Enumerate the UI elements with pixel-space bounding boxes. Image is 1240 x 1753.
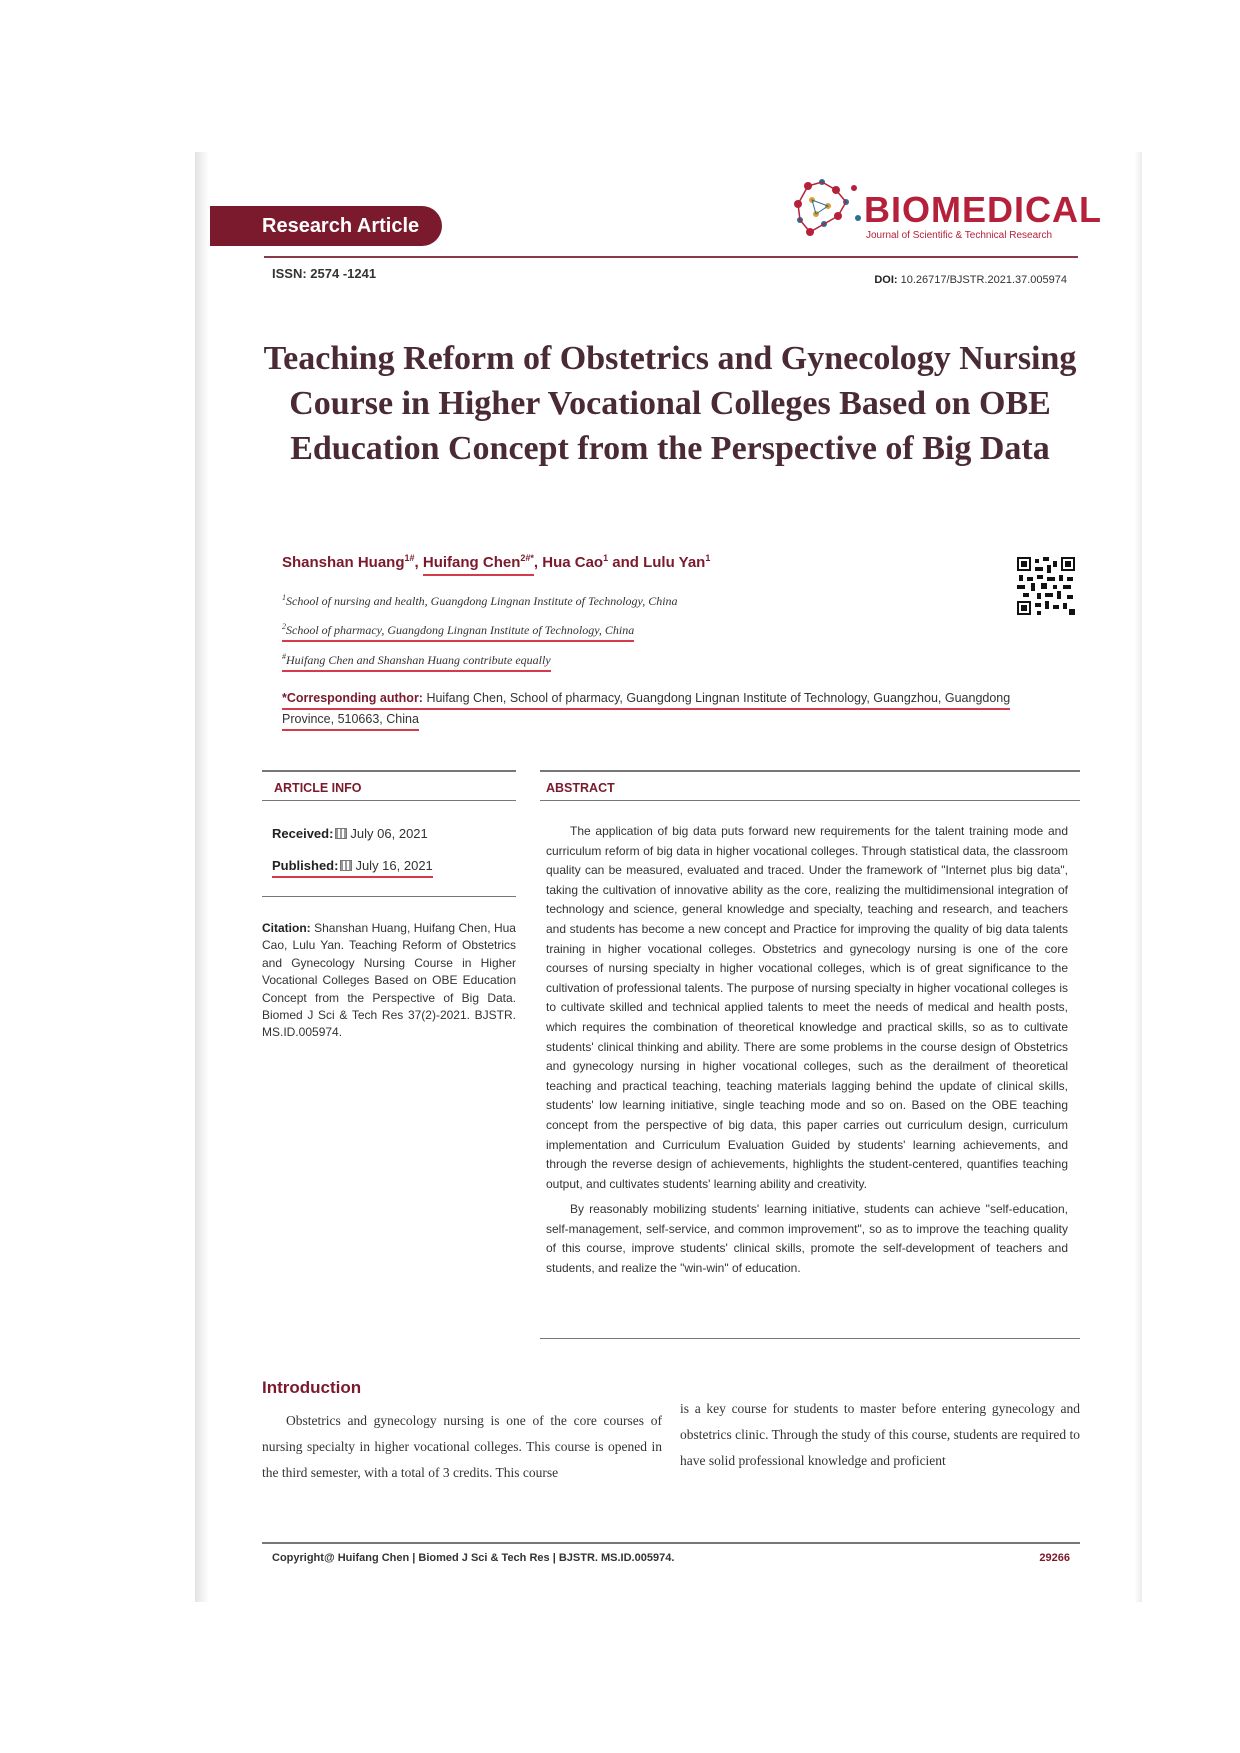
abstract-end-rule: [540, 1338, 1080, 1339]
introduction-column-right: is a key course for students to master before entering gynecology and obstetrics clinic. Through the study of this course, students are required to have solid professional knowledge and proficient: [680, 1401, 1080, 1468]
corresponding-text-cont: Province, 510663, China: [282, 712, 419, 731]
abstract-body: [546, 822, 1068, 1279]
issn: ISSN: 2574 -1241: [272, 266, 377, 281]
author-name[interactable]: Lulu Yan: [643, 554, 706, 571]
article-info-subrule: [262, 800, 516, 801]
page-edge-left: [195, 152, 209, 1602]
author-conjunction: and: [612, 554, 639, 571]
article-type-ribbon: Research Article: [210, 206, 442, 246]
author-name[interactable]: Hua Cao: [542, 554, 604, 571]
introduction-heading: Introduction: [262, 1378, 362, 1397]
affiliation: $^2$School of pharmacy, Guangdong Lingnan Institute of Technology, China: [282, 622, 634, 638]
copyright-line: Copyright@ Huifang Chen | Biomed J Sci & Tech Res | BJSTR. MS.ID.005974.: [272, 1552, 675, 1564]
author-list: Shanshan Huang$^{1\#}$, Huifang Chen$^{2\#*}$, Hua Cao$^1$ and Lulu Yan$^1$: [282, 553, 710, 571]
journal-logo-subtitle: Journal of Scientific & Technical Research: [866, 230, 1053, 241]
article-info-rule: [262, 770, 516, 772]
author-sup: 1: [603, 553, 609, 563]
received-date: Received: July 06, 2021: [272, 826, 428, 841]
journal-logo-wordmark: BIOMEDICAL: [864, 189, 1102, 230]
author-sup: 1: [705, 553, 711, 563]
header-rule: [264, 256, 1078, 258]
dna-helix-icon: [794, 179, 861, 236]
article-title: Teaching Reform of Obstetrics and Gynecology Nursing Course in Higher Vocational Colleges Based on OBE Education Concept from the Perspective of Big Data: [263, 340, 1077, 467]
affiliation: $^1$School of nursing and health, Guangdong Lingnan Institute of Technology, China: [282, 593, 678, 608]
calendar-icon: [340, 860, 352, 871]
abstract-subrule: [540, 800, 1080, 801]
doi[interactable]: [874, 274, 1067, 286]
citation: [262, 920, 516, 1042]
introduction-column-left: Obstetrics and gynecology nursing is one of the core courses of nursing specialty in higher vocational colleges. This course is opened in the third semester, with a total of 3 credits. This course: [262, 1413, 662, 1480]
page-edge-right: [1134, 152, 1142, 1602]
calendar-icon: [335, 828, 347, 839]
author-name[interactable]: Huifang Chen$^{2\#*}$: [423, 554, 534, 576]
dates-rule: [262, 896, 516, 897]
abstract-paragraph: The application of big data puts forward new requirements for the talent training mode and curriculum reform of big data in higher vocational colleges. Through statistical data, the classroom quality can be measured, evaluated and traced. Under the framework of "Internet plus big data", taking the cultivation of innovative ability as the core, realizing the multidimensional integration of technology and science, general knowledge and specialty, teaching and research, and teachers and students has become a new concept and Practice for improving the quality of big data talents training in higher vocational colleges. Obstetrics and gynecology nursing is one of the core courses of nursing specialty in higher vocational colleges, which is of great significance to the cultivation of professional talents. The purpose of nursing specialty in higher vocational colleges is to cultivate skilled and technical applied talents to meet the needs of medical and health posts, which requires the combination of theoretical knowledge and practical skills, so as to cultivate students' clinical thinking and ability. There are some problems in the course design of Obstetrics and gynecology nursing in higher vocational colleges, such as the derailment of theoretical teaching and practical teaching, teaching materials lagging behind the update of clinical skills, students' low learning initiative, single teaching mode and so on. Based on the OBE teaching concept from the perspective of big data, this paper carries out curriculum design, curriculum implementation and Curriculum Evaluation Guided by students' learning achievements, and through the reverse design of achievements, highlights the student-centered, quantifies teaching output, and cultivates students' learning ability and creativity.: [546, 824, 1068, 1191]
footer-rule: [262, 1542, 1080, 1544]
corresponding-label: *Corresponding author:: [282, 691, 423, 705]
affiliation-note: #Huifang Chen and Shanshan Huang contribute equally: [282, 652, 551, 668]
citation-text: Shanshan Huang, Huifang Chen, Hua Cao, Lulu Yan. Teaching Reform of Obstetrics and Gynecology Nursing Course in Higher Vocational Colleges Based on OBE Education Concept from the Perspective of Big Data. Biomed J Sci & Tech Res 37(2)-2021. BJSTR. MS.ID.005974.: [262, 921, 516, 1040]
article-info-heading: ARTICLE INFO: [274, 781, 362, 795]
corresponding-text: Huifang Chen, School of pharmacy, Guangdong Lingnan Institute of Technology, Guangzhou, Guangdong: [426, 691, 1011, 705]
author-sup: 1#: [404, 553, 415, 563]
published-date: Published: July 16, 2021: [272, 858, 433, 873]
abstract-heading: ABSTRACT: [546, 781, 615, 795]
page-number: 29266: [1039, 1552, 1070, 1564]
corresponding-author: [282, 688, 1082, 730]
doi-label: DOI:: [874, 274, 898, 286]
doi-value[interactable]: 10.26717/BJSTR.2021.37.005974: [900, 274, 1067, 286]
abstract-rule: [540, 770, 1080, 772]
abstract-paragraph: By reasonably mobilizing students' learning initiative, students can achieve "self-education, self-management, self-service, and common improvement", so as to improve the teaching quality of this course, improve students' clinical skills, promote the self-development of teachers and students, and realize the "win-win" of education.: [546, 1202, 1068, 1276]
author-name[interactable]: Shanshan Huang: [282, 554, 405, 571]
qr-code-icon[interactable]: [1017, 557, 1075, 615]
citation-label: Citation:: [262, 921, 311, 935]
